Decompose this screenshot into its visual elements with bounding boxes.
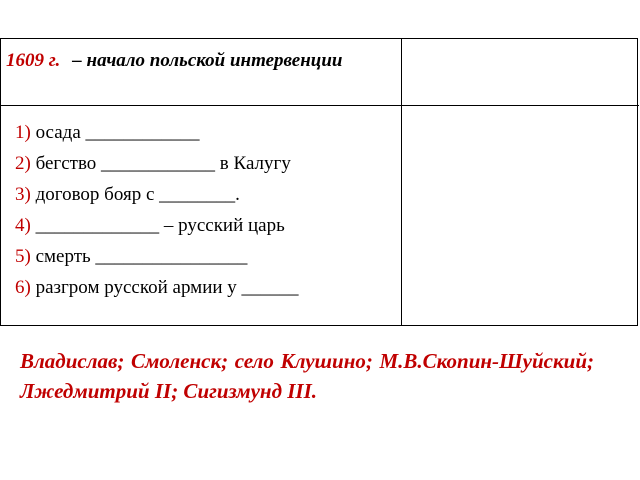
item-text: осада ____________	[30, 122, 200, 143]
item-number: 2)	[15, 153, 31, 174]
row-divider-left	[1, 105, 401, 106]
item-number: 3)	[15, 184, 31, 205]
item-number: 5)	[15, 246, 31, 267]
item-text: бегство ____________ в Калугу	[30, 153, 291, 174]
item-text: смерть ________________	[30, 246, 248, 267]
table-header	[6, 47, 386, 74]
list-item	[15, 117, 299, 148]
item-text: разгром русской армии у ______	[30, 277, 299, 298]
item-text: _____________ – русский царь	[30, 215, 285, 236]
answer-options: Владислав; Смоленск; село Клушино; М.В.Скопин-Шуйский; Лжедмитрий II; Сигизмунд III.	[20, 349, 594, 403]
header-title: – начало польской интервенции	[72, 50, 343, 71]
list-item	[15, 241, 299, 272]
header-year: 1609 г.	[6, 50, 61, 71]
list-item	[15, 272, 299, 303]
list-item	[15, 210, 299, 241]
events-table	[0, 38, 638, 326]
column-divider	[401, 39, 402, 325]
list-item	[15, 148, 299, 179]
item-number: 1)	[15, 122, 31, 143]
item-number: 6)	[15, 277, 31, 298]
event-list	[15, 117, 299, 303]
item-text: договор бояр с ________.	[30, 184, 240, 205]
item-number: 4)	[15, 215, 31, 236]
row-divider-right	[401, 105, 639, 106]
list-item	[15, 179, 299, 210]
